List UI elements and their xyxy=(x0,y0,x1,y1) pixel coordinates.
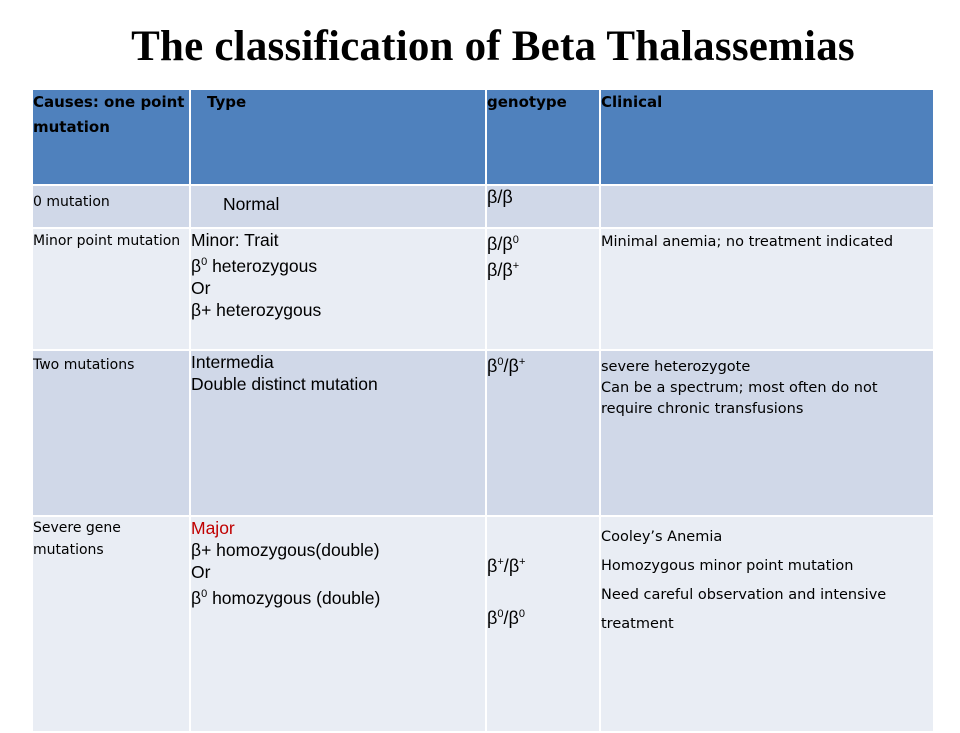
type-line: Minor: Trait xyxy=(191,230,279,250)
genotype-line: $\beta/\beta^0$ xyxy=(487,234,519,254)
clinical-cell xyxy=(600,185,934,228)
type-cell xyxy=(190,516,486,732)
type-cell xyxy=(190,228,486,350)
type-line: Or xyxy=(191,562,211,582)
type-line: β+ homozygous(double) xyxy=(191,540,380,560)
type-line: $\beta^0$ heterozygous xyxy=(191,255,318,276)
slide-title: The classification of Beta Thalassemias xyxy=(131,23,855,70)
clinical-cell xyxy=(600,228,934,350)
table-header-row xyxy=(32,89,934,185)
cause-cell: Minor point mutation xyxy=(32,228,190,350)
clinical-cell xyxy=(600,350,934,516)
clinical-line: Need careful observation and intensive treatment xyxy=(601,587,887,632)
header-clinical: Clinical xyxy=(600,89,934,185)
type-line: $\beta^0$ homozygous (double) xyxy=(191,587,381,608)
genotype-line: $\beta^0/\beta^+$ xyxy=(487,356,526,376)
table-row xyxy=(32,228,934,350)
genotype-spacer xyxy=(487,577,599,603)
type-line: Or xyxy=(191,277,211,298)
clinical-line: Minimal anemia; no treatment indicated xyxy=(601,234,894,250)
genotype-line: β/β+ xyxy=(487,260,520,280)
cause-cell: Two mutations xyxy=(32,350,190,516)
type-line: Intermedia xyxy=(191,352,274,372)
classification-table xyxy=(31,88,935,733)
type-cell xyxy=(190,350,486,516)
cause-cell: Severe gene mutations xyxy=(32,516,190,732)
genotype-cell xyxy=(486,350,600,516)
type-cell xyxy=(190,185,486,228)
clinical-line: Can be a spectrum; most often do not require chronic transfusions xyxy=(601,380,878,417)
genotype-cell xyxy=(486,516,600,732)
header-type: Type xyxy=(190,89,486,185)
type-line: Normal xyxy=(223,194,280,214)
header-causes: Causes: one point mutation xyxy=(32,89,190,185)
type-line-major: Major xyxy=(191,518,235,538)
clinical-line: Cooley’s Anemia xyxy=(601,529,723,545)
clinical-cell xyxy=(600,516,934,732)
genotype-line: $\beta^0/\beta^0$ xyxy=(487,608,525,628)
clinical-line: severe heterozygote xyxy=(601,359,751,375)
type-line: Double distinct mutation xyxy=(191,374,378,394)
clinical-line: Homozygous minor point mutation xyxy=(601,558,854,574)
genotype-cell xyxy=(486,185,600,228)
header-genotype: genotype xyxy=(486,89,600,185)
table-row xyxy=(32,350,934,516)
table-row xyxy=(32,185,934,228)
type-line: β+ heterozygous xyxy=(191,299,322,320)
genotype-cell xyxy=(486,228,600,350)
table-row xyxy=(32,516,934,732)
genotype-line: β+/β+ xyxy=(487,556,526,576)
cause-cell: 0 mutation xyxy=(32,185,190,228)
genotype-line: β/β xyxy=(487,187,513,207)
